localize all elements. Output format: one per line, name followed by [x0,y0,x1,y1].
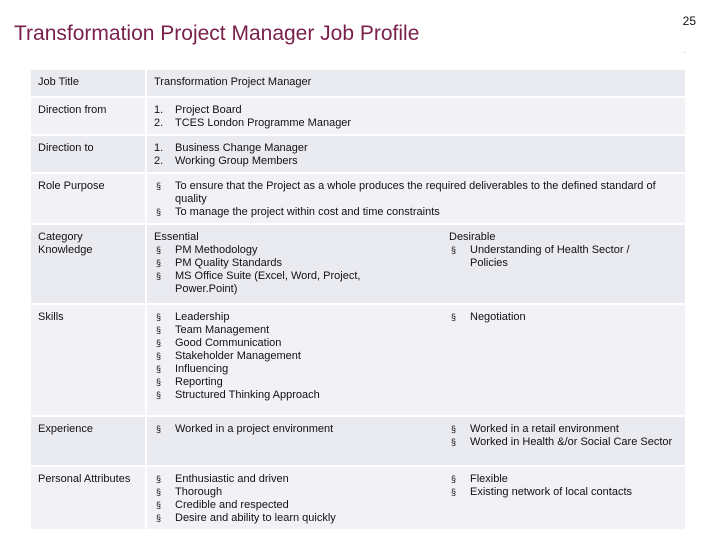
table-row-experience [31,417,685,467]
bullet-list [154,244,449,296]
table-row-direction-to [31,136,685,174]
list-item-text: Credible and respected [175,499,289,511]
list-item [154,155,678,168]
list-item-text: Worked in a project environment [175,423,334,435]
page-number: 25 [682,14,696,28]
row-content [145,174,685,225]
list-item [154,350,449,363]
row-label: Category Knowledge [38,231,93,256]
list-item [449,244,670,270]
bullet-icon: § [156,207,162,217]
numbered-list [154,142,678,168]
bullet-icon: § [156,312,162,322]
list-item [154,117,678,130]
bullet-icon: § [451,245,457,255]
list-item-text: Reporting [175,376,223,388]
list-item-text: Good Communication [175,337,282,349]
bullet-icon: § [156,390,162,400]
row-label: Experience [38,423,94,435]
list-item-text: Structured Thinking Approach [175,389,320,401]
list-item-text: Existing network of local contacts [470,486,633,498]
list-item-text: Influencing [175,363,229,375]
row-content [145,98,685,136]
list-item [154,376,449,389]
bullet-list [449,244,680,270]
bullet-list [154,423,449,459]
list-item [154,486,449,499]
desirable-heading: Desirable [449,231,496,243]
list-item [154,206,678,219]
bullet-icon: § [451,424,457,434]
list-item-text: Business Change Manager [175,142,308,154]
row-label: Role Purpose [38,180,105,192]
bullet-icon: § [156,351,162,361]
bullet-icon: § [156,377,162,387]
list-item [154,104,678,117]
list-item-text: Stakeholder Management [175,350,301,362]
list-item-text: Enthusiastic and driven [175,473,289,485]
essential-column [154,231,449,297]
table-row-direction-from [31,98,685,136]
list-item-text: TCES London Programme Manager [175,117,352,129]
list-item [154,324,449,337]
list-item [154,244,449,257]
corner-mark: . [683,46,686,55]
bullet-icon: § [156,364,162,374]
list-item [449,311,680,324]
list-item-text: Worked in a retail environment [470,423,619,435]
list-item-text: Team Management [175,324,270,336]
row-content [145,136,685,174]
table-row-category-knowledge [31,225,685,305]
list-item [154,512,449,525]
bullet-icon: § [156,245,162,255]
row-value: Transformation Project Manager [145,70,685,96]
row-content [145,467,685,531]
bullet-icon: § [451,487,457,497]
list-item [449,423,680,436]
bullet-list [154,180,678,219]
bullet-icon: § [451,312,457,322]
list-item [154,337,449,350]
row-content [145,417,685,465]
bullet-icon: § [156,181,162,191]
list-item-text: Project Board [175,104,242,116]
list-item [154,499,449,512]
bullet-list [449,311,680,409]
bullet-list [449,423,680,459]
bullet-icon: § [156,271,162,281]
row-label: Personal Attributes [38,473,131,485]
list-item-text: To ensure that the Project as a whole produces the required deliverables to the defined standard of quality [175,180,656,205]
table-row-skills [31,305,685,417]
list-item-text: MS Office Suite (Excel, Word, Project, Power.Point) [175,270,361,295]
list-item [154,363,449,376]
list-number: 2. [154,155,164,167]
list-number: 1. [154,104,164,116]
list-item-text: Leadership [175,311,230,323]
table-row-job-title [31,70,685,98]
list-item [154,423,449,436]
bullet-icon: § [156,500,162,510]
bullet-icon: § [156,338,162,348]
bullet-icon: § [156,325,162,335]
essential-heading: Essential [154,231,199,243]
row-content [145,305,685,415]
list-item [154,389,449,402]
list-item-text: Working Group Members [175,155,298,167]
list-item-text: Desire and ability to learn quickly [175,512,336,524]
list-item-text: PM Methodology [175,244,258,256]
list-number: 1. [154,142,164,154]
list-item [449,436,680,449]
bullet-icon: § [451,437,457,447]
bullet-list [154,311,449,409]
bullet-icon: § [156,474,162,484]
list-item [154,257,449,270]
bullet-list [154,473,449,525]
row-label: Job Title [38,76,79,88]
numbered-list [154,104,678,130]
row-label: Skills [38,311,64,323]
list-item-text: Understanding of Health Sector / Policies [470,244,630,269]
job-profile-table [31,70,685,531]
row-label: Direction from [38,104,107,116]
list-item-text: Worked in Health &/or Social Care Sector [470,436,673,448]
bullet-icon: § [451,474,457,484]
bullet-icon: § [156,258,162,268]
page-title: Transformation Project Manager Job Profile [14,22,420,45]
list-item [154,473,449,486]
list-item [154,311,449,324]
bullet-icon: § [156,424,162,434]
list-item [449,473,680,486]
list-item [154,142,678,155]
list-item-text: Flexible [470,473,508,485]
bullet-icon: § [156,487,162,497]
row-label: Direction to [38,142,94,154]
row-content [145,225,685,303]
table-row-personal-attributes [31,467,685,531]
bullet-list [449,473,680,525]
list-item-text: To manage the project within cost and time constraints [175,206,440,218]
list-item-text: Negotiation [470,311,526,323]
table-row-role-purpose [31,174,685,225]
desirable-column [449,231,680,297]
list-item-text: PM Quality Standards [175,257,282,269]
list-number: 2. [154,117,164,129]
list-item [154,270,390,296]
list-item [154,180,678,206]
list-item-text: Thorough [175,486,223,498]
bullet-icon: § [156,513,162,523]
list-item [449,486,680,499]
